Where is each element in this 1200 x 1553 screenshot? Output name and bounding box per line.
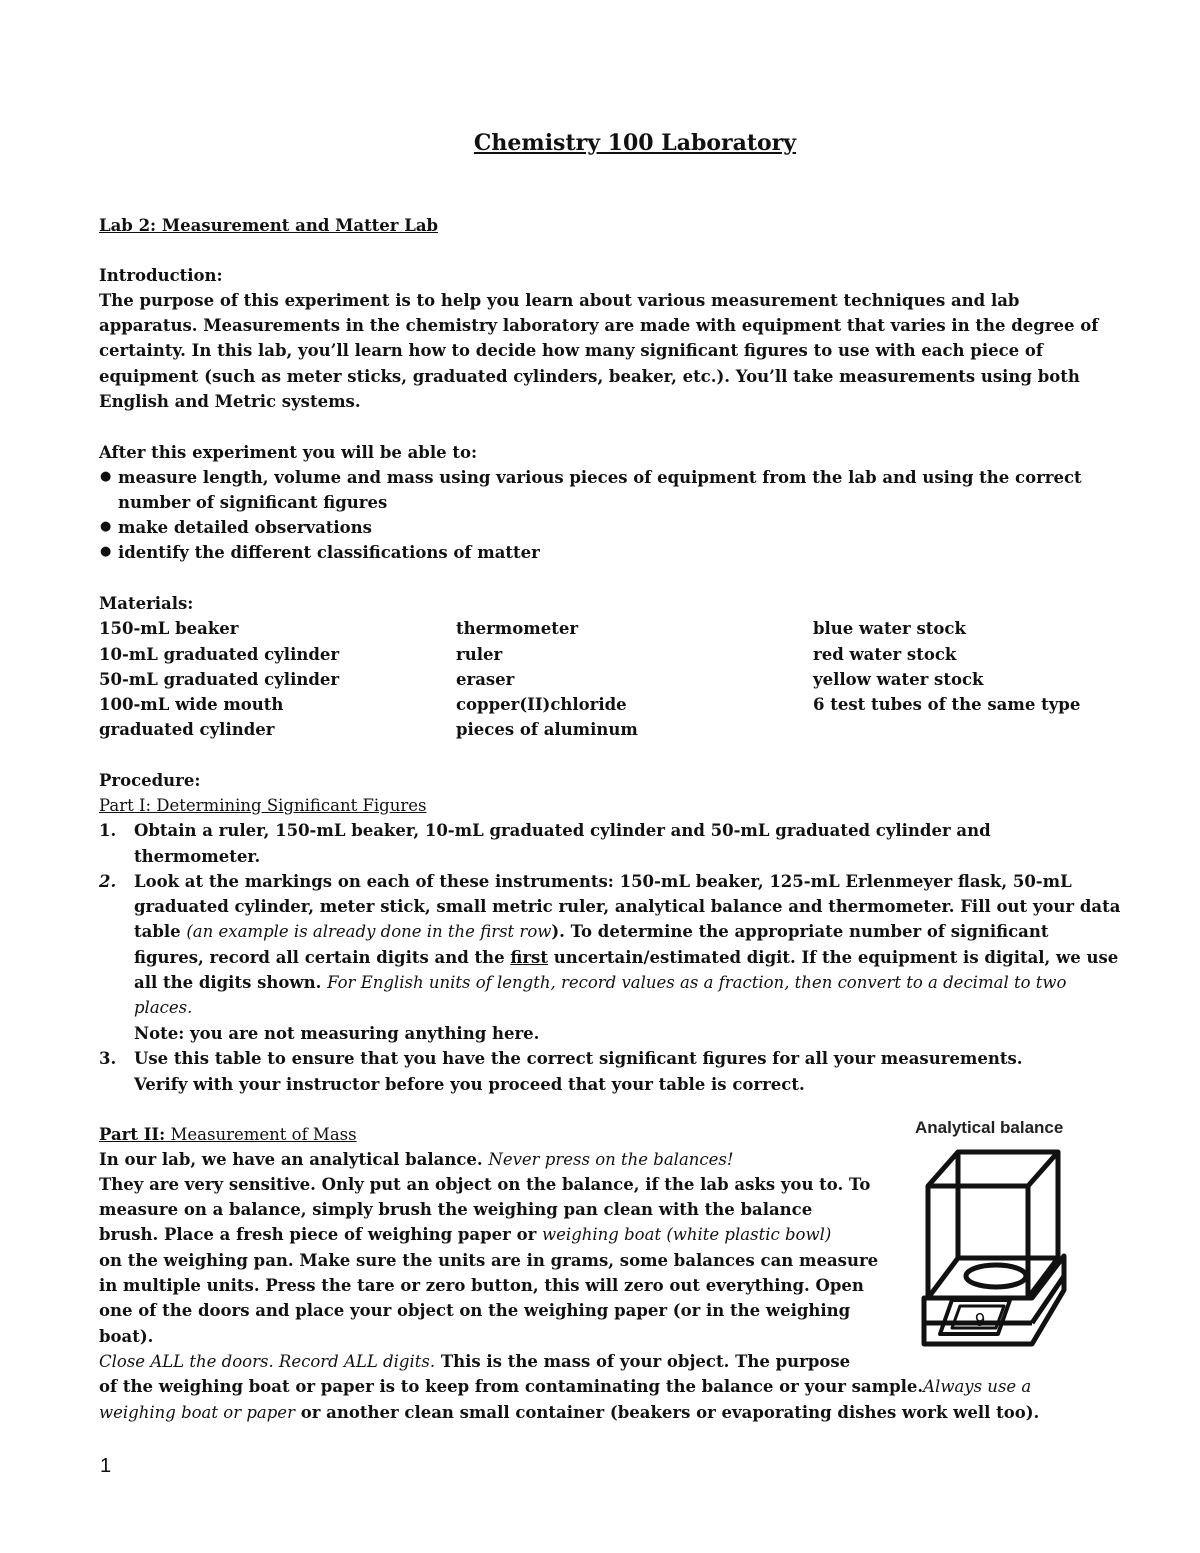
step2-text: table bbox=[134, 922, 187, 941]
objective-1: measure length, volume and mass using various pieces of equipment from the lab and using the correct bbox=[118, 468, 1082, 487]
step2-line-3 bbox=[134, 919, 1048, 944]
material-item: thermometer bbox=[456, 619, 579, 638]
step1-line-2: thermometer. bbox=[134, 847, 261, 866]
step3-line-1: Use this table to ensure that you have the correct significant figures for all your measurements. bbox=[134, 1049, 1023, 1068]
material-item: eraser bbox=[456, 670, 515, 689]
step2-line-6: places. bbox=[134, 998, 193, 1017]
part2-text: of the weighing boat or paper is to keep from contaminating the balance or your sample. bbox=[99, 1377, 924, 1396]
material-item: 6 test tubes of the same type bbox=[813, 695, 1081, 714]
part2-line-6: in multiple units. Press the tare or zero button, this will zero out everything. Open bbox=[99, 1276, 864, 1295]
step2-line-2: graduated cylinder, meter stick, small metric ruler, analytical balance and thermometer. Fill out your data bbox=[134, 897, 1121, 916]
part2-line-10 bbox=[99, 1374, 1031, 1399]
page-number: 1 bbox=[100, 1455, 112, 1477]
intro-line-3: certainty. In this lab, you’ll learn how to decide how many significant figures to use with each piece of bbox=[99, 341, 1043, 360]
part2-text: or another clean small container (beakers or evaporating dishes work well too). bbox=[294, 1403, 1040, 1422]
step3-line-2: Verify with your instructor before you proceed that your table is correct. bbox=[134, 1075, 805, 1094]
document-title: Chemistry 100 Laboratory bbox=[473, 130, 797, 156]
material-item: red water stock bbox=[813, 645, 957, 664]
part1-heading: Part I: Determining Significant Figures bbox=[99, 796, 427, 815]
step2-text: all the digits shown. bbox=[134, 973, 328, 992]
part2-line-4 bbox=[99, 1222, 831, 1247]
material-item: 10-mL graduated cylinder bbox=[99, 645, 340, 664]
material-item: pieces of aluminum bbox=[456, 720, 638, 739]
objective-3: identify the different classifications of matter bbox=[118, 543, 540, 562]
part2-heading-a: Part II: bbox=[99, 1125, 166, 1144]
part2-line-11 bbox=[99, 1400, 1039, 1425]
part2-text: This is the mass of your object. The purpose bbox=[435, 1352, 851, 1371]
step2-italic: For English units of length, record values as a fraction, then convert to a decimal to two bbox=[327, 973, 1067, 992]
step2-text: ). To determine the appropriate number of significant bbox=[551, 922, 1049, 941]
material-item: graduated cylinder bbox=[99, 720, 275, 739]
part2-line-3: measure on a balance, simply brush the weighing pan clean with the balance bbox=[99, 1200, 813, 1219]
step-number: 1. bbox=[99, 821, 117, 840]
material-item: 50-mL graduated cylinder bbox=[99, 670, 340, 689]
intro-line-1: The purpose of this experiment is to help you learn about various measurement techniques and lab bbox=[99, 291, 1020, 310]
intro-line-5: English and Metric systems. bbox=[99, 392, 361, 411]
step2-underline: first bbox=[510, 948, 548, 967]
lab-heading: Lab 2: Measurement and Matter Lab bbox=[99, 216, 439, 235]
bullet-icon: ● bbox=[100, 519, 112, 534]
part2-text: brush. Place a fresh piece of weighing paper or bbox=[99, 1225, 543, 1244]
step2-text: figures, record all certain digits and the bbox=[134, 948, 511, 967]
materials-heading: Materials: bbox=[99, 594, 194, 613]
step2-text: uncertain/estimated digit. If the equipment is digital, we use bbox=[547, 948, 1119, 967]
part2-text: In our lab, we have an analytical balance. bbox=[99, 1150, 489, 1169]
material-item: 150-mL beaker bbox=[99, 619, 239, 638]
step-number: 3. bbox=[99, 1049, 117, 1068]
bullet-icon: ● bbox=[100, 469, 112, 484]
objective-2: make detailed observations bbox=[118, 518, 372, 537]
step1-line-1: Obtain a ruler, 150-mL beaker, 10-mL graduated cylinder and 50-mL graduated cylinder and bbox=[134, 821, 991, 840]
part2-line-9 bbox=[99, 1349, 850, 1374]
objectives-heading: After this experiment you will be able to: bbox=[99, 443, 478, 462]
intro-heading: Introduction: bbox=[99, 266, 223, 285]
part2-heading bbox=[99, 1122, 357, 1147]
part2-italic: weighing boat or paper bbox=[99, 1403, 295, 1422]
material-item: ruler bbox=[456, 645, 503, 664]
part2-italic: Never press on the balances! bbox=[488, 1150, 734, 1169]
bullet-icon: ● bbox=[100, 544, 112, 559]
figure-caption: Analytical balance bbox=[915, 1118, 1064, 1137]
intro-line-2: apparatus. Measurements in the chemistry laboratory are made with equipment that varies in the degree of bbox=[99, 316, 1099, 335]
step2-note: Note: you are not measuring anything here. bbox=[134, 1024, 540, 1043]
step2-italic: (an example is already done in the first row bbox=[186, 922, 552, 941]
part2-italic: Always use a bbox=[923, 1377, 1032, 1396]
step2-line-5 bbox=[134, 970, 1066, 995]
material-item: copper(II)chloride bbox=[456, 695, 627, 714]
procedure-heading: Procedure: bbox=[99, 771, 201, 790]
part2-line-8: boat). bbox=[99, 1327, 154, 1346]
material-item: 100-mL wide mouth bbox=[99, 695, 284, 714]
step-number: 2. bbox=[99, 872, 117, 891]
objective-1-cont: number of significant figures bbox=[118, 493, 388, 512]
part2-line-1 bbox=[99, 1147, 734, 1172]
material-item: yellow water stock bbox=[813, 670, 984, 689]
material-item: blue water stock bbox=[813, 619, 966, 638]
intro-line-4: equipment (such as meter sticks, graduated cylinders, beaker, etc.). You’ll take measurements using both bbox=[99, 367, 1080, 386]
part2-italic: Close ALL the doors. Record ALL digits. bbox=[99, 1352, 436, 1371]
balance-display-digit: 9 bbox=[974, 1310, 986, 1330]
step2-line-1: Look at the markings on each of these instruments: 150-mL beaker, 125-mL Erlenmeyer flask, 50-mL bbox=[134, 872, 1072, 891]
step2-line-4 bbox=[134, 945, 1118, 970]
part2-line-2: They are very sensitive. Only put an object on the balance, if the lab asks you to. To bbox=[99, 1175, 871, 1194]
analytical-balance-icon bbox=[918, 1148, 1068, 1353]
part2-line-5: on the weighing pan. Make sure the units are in grams, some balances can measure bbox=[99, 1251, 879, 1270]
part2-italic: weighing boat (white plastic bowl) bbox=[542, 1225, 832, 1244]
part2-heading-b: Measurement of Mass bbox=[165, 1125, 357, 1144]
part2-line-7: one of the doors and place your object on the weighing paper (or in the weighing bbox=[99, 1301, 851, 1320]
